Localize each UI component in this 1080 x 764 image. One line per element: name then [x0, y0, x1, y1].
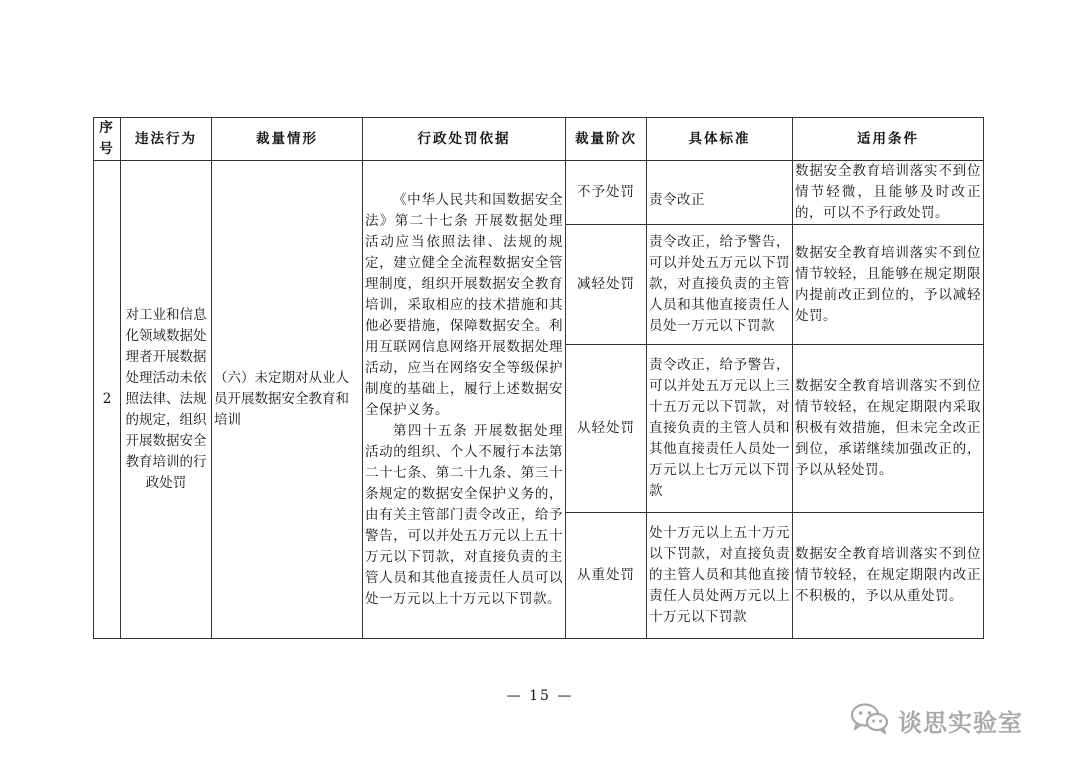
basis-paragraph-1: 《中华人民共和国数据安全法》第二十七条 开展数据处理活动应当依照法律、法规的规定，建立健全全流程数据安全管理制度，组织开展数据安全教育培训，采取相应的技术措施和其他必要措施，保障数据安全。利用互联网信息网络开展数据处理活动，应当在网络安全等级保护制度的基础上，履行上述数据安全保护义务。	[365, 191, 563, 418]
situation-cell: （六）未定期对从业人员开展数据安全教育和培训	[212, 161, 363, 639]
level-cell-3: 从轻处罚	[566, 345, 647, 513]
condition-cell-3: 数据安全教育培训落实不到位情节较轻，在规定期限内采取积极有效措施，但未完全改正到位，承诺继续加强改正的，予以从轻处罚。	[793, 345, 984, 513]
header-seq: 序号	[94, 118, 121, 161]
row-seq-cell: 2	[94, 161, 121, 639]
condition-cell-1: 数据安全教育培训落实不到位情节轻微，且能够及时改正的，可以不予行政处罚。	[793, 161, 984, 225]
level-cell-2: 减轻处罚	[566, 225, 647, 345]
header-level: 裁量阶次	[566, 118, 647, 161]
basis-paragraph-2: 第四十五条 开展数据处理活动的组织、个人不履行本法第二十七条、第二十九条、第三十条规定的数据安全保护义务的，由有关主管部门责令改正，给予警告，可以并处五万元以上五十万元以下罚款，对直接负责的主管人员和其他直接责任人员可以处一万元以上十万元以下罚款。	[365, 422, 563, 607]
standard-cell-4: 处十万元以上五十万元以下罚款，对直接负责的主管人员和其他直接责任人员处两万元以上十万元以下罚款	[647, 513, 793, 639]
violation-cell: 对工业和信息化领域数据处理者开展数据处理活动未依照法律、法规的规定，组织开展数据安全教育培训的行政处罚	[121, 161, 212, 639]
condition-cell-2: 数据安全教育培训落实不到位情节较轻，且能够在规定期限内提前改正到位的，予以减轻处罚。	[793, 225, 984, 345]
watermark	[850, 700, 1023, 740]
level-cell-1: 不予处罚	[566, 161, 647, 225]
header-basis: 行政处罚依据	[363, 118, 566, 161]
watermark-text: 谈思实验室	[898, 708, 1023, 737]
level-cell-4: 从重处罚	[566, 513, 647, 639]
standard-cell-3: 责令改正，给予警告，可以并处五万元以上三十五万元以下罚款，对直接负责的主管人员和其他直接责任人员处一万元以上七万元以下罚款	[647, 345, 793, 513]
table-header-row	[94, 118, 984, 161]
header-situation: 裁量情形	[212, 118, 363, 161]
table-row	[94, 161, 984, 225]
header-condition: 适用条件	[793, 118, 984, 161]
header-standard: 具体标准	[647, 118, 793, 161]
penalty-discretion-table	[93, 117, 984, 639]
page-number: — 15 —	[506, 688, 574, 704]
standard-cell-2: 责令改正，给予警告，可以并处五万元以下罚款，对直接负责的主管人员和其他直接责任人员处一万元以下罚款	[647, 225, 793, 345]
standard-cell-1: 责令改正	[647, 161, 793, 225]
basis-cell	[363, 161, 566, 639]
condition-cell-4: 数据安全教育培训落实不到位情节较轻，在规定期限内改正不积极的，予以从重处罚。	[793, 513, 984, 639]
wechat-icon	[850, 701, 890, 739]
header-violation: 违法行为	[121, 118, 212, 161]
